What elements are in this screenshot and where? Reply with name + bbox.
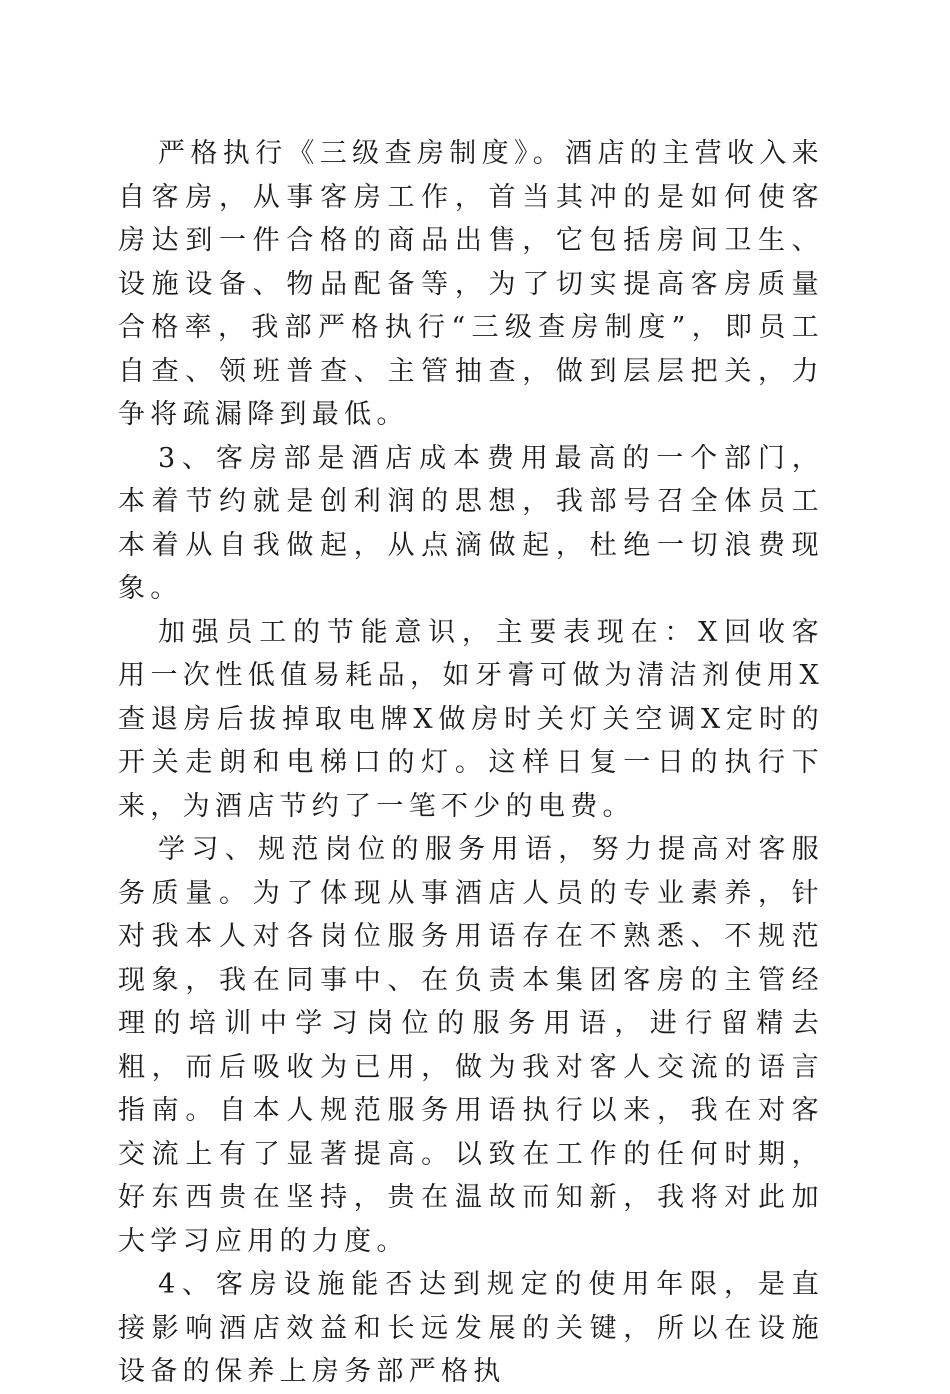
- paragraph-facility-maintenance: 4、客房设施能否达到规定的使用年限，是直接影响酒店效益和长远发展的关键，所以在设施设备的保养上房务部严格执: [118, 1269, 824, 1387]
- paragraph-cost-saving: 3、客房部是酒店成本费用最高的一个部门，本着节约就是创利润的思想，我部号召全体员工本着从自我做起，从点滴做起，杜绝一切浪费现象。: [118, 442, 824, 604]
- paragraph-energy-awareness: 加强员工的节能意识，主要表现在：X回收客用一次性低值易耗品，如牙膏可做为清洁剂使用X查退房后拔掉取电牌X做房时关灯关空调X定时的开关走朗和电梯口的灯。这样日复一日的执行下来，为酒店节约了一笔不少的电费。: [118, 616, 824, 822]
- paragraph-service-language: 学习、规范岗位的服务用语，努力提高对客服务质量。为了体现从事酒店人员的专业素养，针对我本人对各岗位服务用语存在不熟悉、不规范现象，我在同事中、在负责本集团客房的主管经理的培训中学习岗位的服务用语，进行留精去粗，而后吸收为已用，做为我对客人交流的语言指南。自本人规范服务用语执行以来，我在对客交流上有了显著提高。以致在工作的任何时期，好东西贵在坚持，贵在温故而知新，我将对此加大学习应用的力度。: [118, 834, 824, 1257]
- document-body: [118, 132, 824, 1394]
- paragraph-three-level-inspection: 严格执行《三级查房制度》。酒店的主营收入来自客房，从事客房工作，首当其冲的是如何使客房达到一件合格的商品出售，它包括房间卫生、设施设备、物品配备等，为了切实提高客房质量合格率，我部严格执行“三级查房制度”，即员工自查、领班普查、主管抽查，做到层层把关，力争将疏漏降到最低。: [118, 138, 824, 430]
